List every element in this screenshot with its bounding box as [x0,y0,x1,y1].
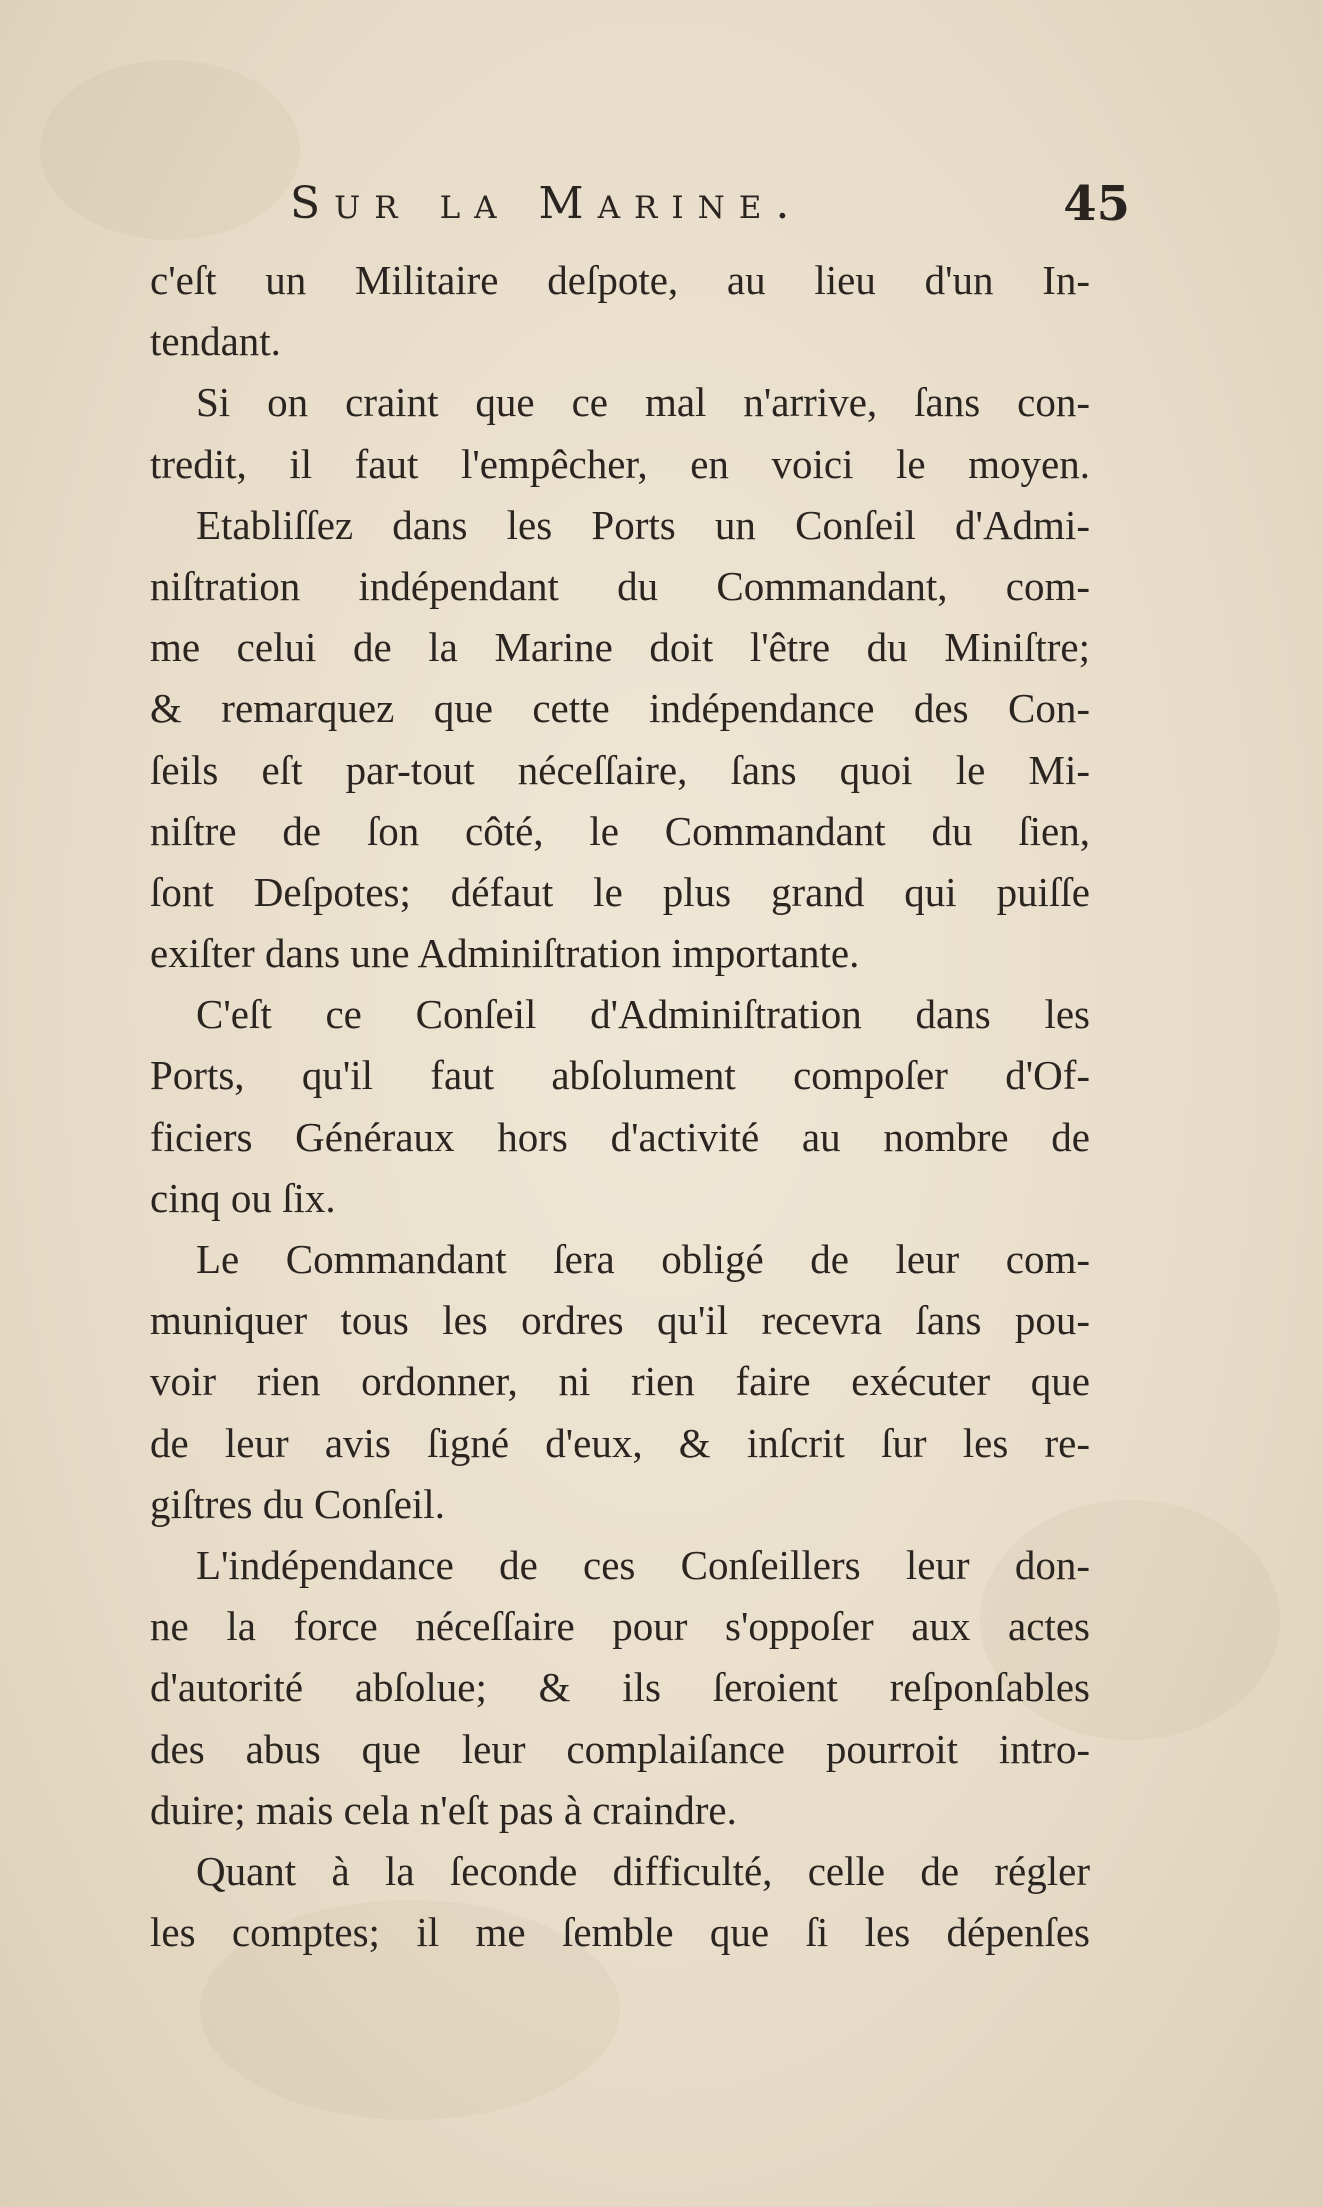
text-line: tredit, il faut l'empêcher, en voici le moyen. [150,440,1090,487]
text-line: d'autorité abſolue; & ils ſeroient reſponſables [150,1664,1090,1711]
text-line: niſtre de ſon côté, le Commandant du ſien, [150,807,1090,854]
running-head [150,178,1170,238]
text-line: C'eſt ce Conſeil d'Adminiſtration dans les [196,991,1090,1038]
text-line: Si on craint que ce mal n'arrive, ſans con- [196,379,1090,426]
text-line: & remarquez que cette indépendance des Con- [150,685,1090,732]
text-line: me celui de la Marine doit l'être du Miniſtre; [150,624,1090,671]
text-line: ficiers Généraux hors d'activité au nombre de [150,1113,1090,1160]
text-line: Etabliſſez dans les Ports un Conſeil d'Admi- [196,501,1090,548]
text-line: voir rien ordonner, ni rien faire exécuter que [150,1358,1090,1405]
text-line: niſtration indépendant du Commandant, com- [150,562,1090,609]
text-line: ſeils eſt par-tout néceſſaire, ſans quoi le Mi- [150,746,1090,793]
text-line: ne la force néceſſaire pour s'oppoſer aux actes [150,1603,1090,1650]
text-line: Le Commandant ſera obligé de leur com- [196,1236,1090,1282]
text-line: L'indépendance de ces Conſeillers leur don- [196,1541,1090,1588]
text-line: Ports, qu'il faut abſolument compoſer d'Of- [150,1052,1090,1099]
text-line: giſtres du Conſeil. [150,1480,445,1527]
text-line: ſont Deſpotes; défaut le plus grand qui puiſſe [150,868,1090,915]
body-text [150,250,1090,1963]
text-line: tendant. [150,318,281,365]
text-line: duire; mais cela n'eſt pas à craindre. [150,1786,737,1833]
text-line: des abus que leur complaiſance pourroit intro- [150,1725,1090,1772]
text-line: les comptes; il me ſemble que ſi les dépenſes [150,1909,1090,1956]
text-line: cinq ou ſix. [150,1174,336,1221]
text-line: c'eſt un Militaire deſpote, au lieu d'un In- [150,257,1090,303]
page-number: 45 [1063,176,1130,232]
text-line: exiſter dans une Adminiſtration importante. [150,930,860,977]
text-line: Quant à la ſeconde difficulté, celle de régler [196,1847,1090,1894]
text-line: de leur avis ſigné d'eux, & inſcrit ſur les re- [150,1419,1090,1466]
running-title: Sur la Marine. [290,178,804,229]
text-line: muniquer tous les ordres qu'il recevra ſans pou- [150,1297,1090,1344]
